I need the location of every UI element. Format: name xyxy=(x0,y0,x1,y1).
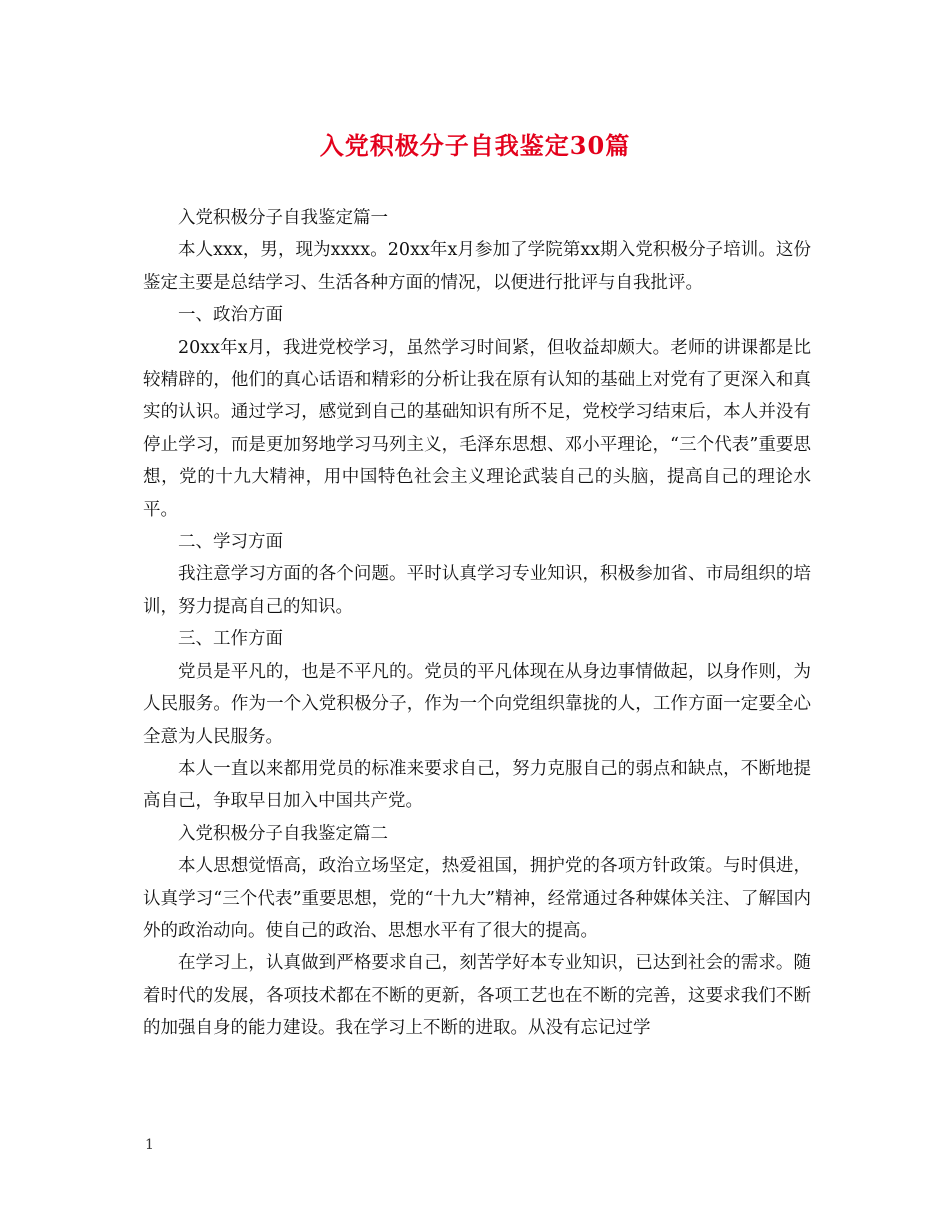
page-number: 1 xyxy=(145,1137,154,1153)
section-heading: 入党积极分子自我鉴定篇二 xyxy=(178,823,388,844)
paragraph: 本人xxx，男，现为xxxx。20xx年x月参加了学院第xx期入党积极分子培训。这份鉴定主要是总结学习、生活各种方面的情况，以便进行批评与自我批评。 xyxy=(143,240,811,293)
paragraph: 党员是平凡的，也是不平凡的。党员的平凡体现在从身边事情做起，以身作则，为人民服务。作为一个入党积极分子，作为一个向党组织靠拢的人，工作方面一定要全心全意为人民服务。 xyxy=(143,661,811,747)
section-heading: 入党积极分子自我鉴定篇一 xyxy=(178,208,388,228)
paragraph: 在学习上，认真做到严格要求自己，刻苦学好本专业知识，已达到社会的需求。随着时代的发展，各项技术都在不断的更新，各项工艺也在不断的完善，这要求我们不断的加强自身的能力建设。我在学习上不断的进取。从没有忘记过学 xyxy=(143,953,811,1039)
subsection-heading: 一、政治方面 xyxy=(178,305,283,326)
document-body xyxy=(143,202,811,1045)
paragraph: 20xx年x月，我进党校学习，虽然学习时间紧，但收益却颇大。老师的讲课都是比较精辟的，他们的真心话语和精彩的分析让我在原有认知的基础上对党有了更深入和真实的认识。通过学习，感觉到自己的基础知识有所不足，党校学习结束后，本人并没有停止学习，而是更加努地学习马列主义，毛泽东思想、邓小平理论，“三个代表”重要思想，党的十九大精神，用中国特色社会主义理论武装自己的头脑，提高自己的理论水平。 xyxy=(143,337,811,520)
paragraph: 本人一直以来都用党员的标准来要求自己，努力克服自己的弱点和缺点，不断地提高自己，争取早日加入中国共产党。 xyxy=(143,758,811,812)
subsection-heading: 三、工作方面 xyxy=(178,629,283,650)
paragraph: 我注意学习方面的各个问题。平时认真学习专业知识，积极参加省、市局组织的培训，努力提高自己的知识。 xyxy=(143,564,811,617)
subsection-heading: 二、学习方面 xyxy=(178,532,283,553)
document-title: 入党积极分子自我鉴定30篇 xyxy=(319,131,631,160)
paragraph: 本人思想觉悟高，政治立场坚定，热爱祖国，拥护党的各项方针政策。与时俱进，认真学习“三个代表”重要思想，党的“十九大”精神，经常通过各种媒体关注、了解国内外的政治动向。使自己的政治、思想水平有了很大的提高。 xyxy=(143,856,811,941)
